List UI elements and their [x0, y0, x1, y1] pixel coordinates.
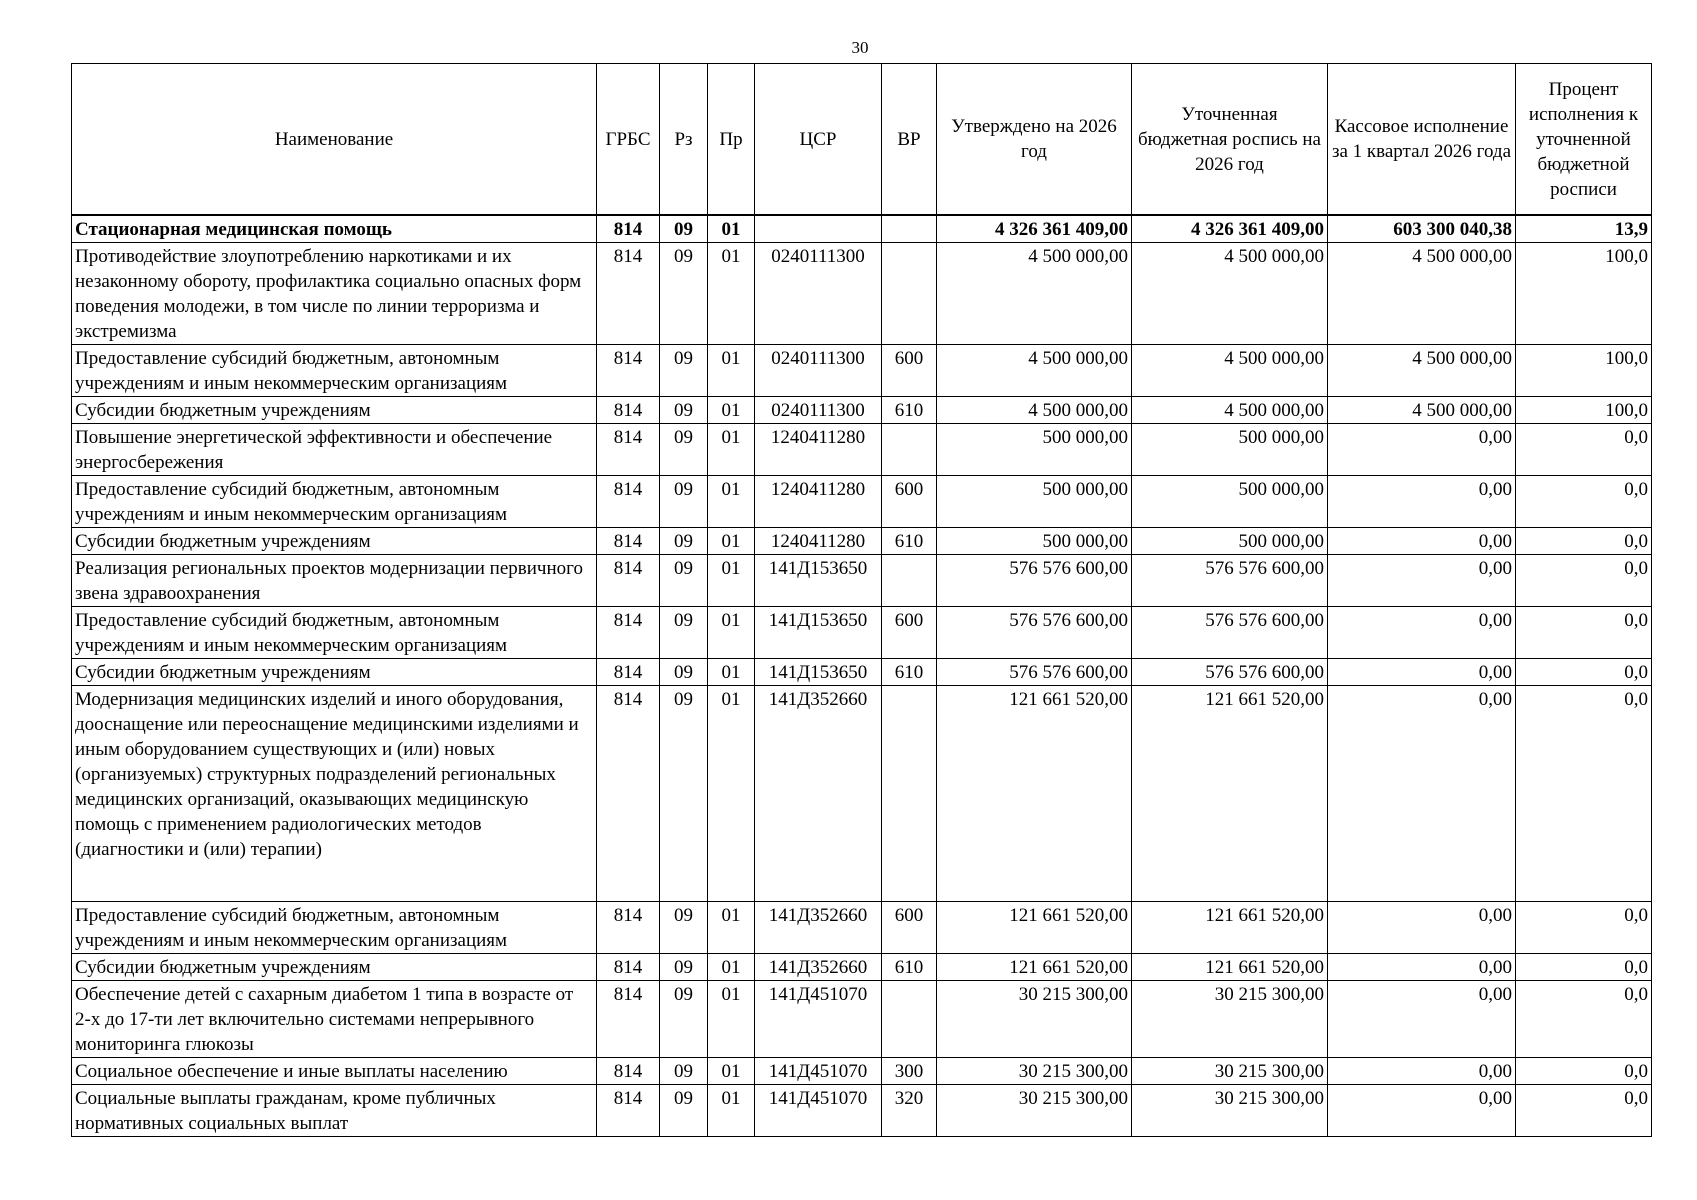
cell-approved: 576 576 600,00	[937, 607, 1132, 659]
table-row	[72, 686, 1652, 902]
cell-vr: 610	[882, 954, 937, 981]
cell-csr: 141Д352660	[755, 954, 882, 981]
table-row	[72, 243, 1652, 345]
cell-vr: 600	[882, 345, 937, 397]
cell-vr	[882, 424, 937, 476]
page-number: 30	[851, 38, 869, 57]
table-row	[72, 345, 1652, 397]
cell-vr: 600	[882, 902, 937, 954]
cell-rz: 09	[660, 424, 708, 476]
cell-rz: 09	[660, 476, 708, 528]
cell-percent: 0,0	[1516, 954, 1652, 981]
cell-rz: 09	[660, 1058, 708, 1085]
header-vr: ВР	[882, 64, 937, 216]
cell-approved: 30 215 300,00	[937, 1085, 1132, 1137]
cell-csr: 0240111300	[755, 243, 882, 345]
table-row	[72, 902, 1652, 954]
cell-rz: 09	[660, 215, 708, 243]
cell-refined: 500 000,00	[1132, 476, 1328, 528]
cell-rz: 09	[660, 902, 708, 954]
cell-cash: 0,00	[1328, 686, 1516, 902]
cell-refined: 121 661 520,00	[1132, 902, 1328, 954]
cell-csr: 1240411280	[755, 424, 882, 476]
cell-csr: 141Д451070	[755, 1085, 882, 1137]
cell-grbs: 814	[597, 981, 660, 1058]
cell-percent: 0,0	[1516, 902, 1652, 954]
cell-name: Социальное обеспечение и иные выплаты населению	[72, 1058, 597, 1085]
header-row	[72, 64, 1652, 216]
cell-percent: 100,0	[1516, 243, 1652, 345]
cell-refined: 4 326 361 409,00	[1132, 215, 1328, 243]
table-row	[72, 659, 1652, 686]
cell-pr: 01	[708, 424, 755, 476]
table-row	[72, 215, 1652, 243]
cell-vr: 320	[882, 1085, 937, 1137]
table-header	[72, 64, 1652, 216]
cell-refined: 30 215 300,00	[1132, 1085, 1328, 1137]
table-row	[72, 397, 1652, 424]
table-row	[72, 607, 1652, 659]
header-csr: ЦСР	[755, 64, 882, 216]
cell-cash: 0,00	[1328, 476, 1516, 528]
header-name: Наименование	[72, 64, 597, 216]
cell-percent: 0,0	[1516, 659, 1652, 686]
cell-percent: 100,0	[1516, 397, 1652, 424]
cell-rz: 09	[660, 659, 708, 686]
cell-refined: 121 661 520,00	[1132, 686, 1328, 902]
cell-cash: 603 300 040,38	[1328, 215, 1516, 243]
cell-pr: 01	[708, 1085, 755, 1137]
cell-csr: 141Д451070	[755, 981, 882, 1058]
cell-percent: 0,0	[1516, 981, 1652, 1058]
cell-grbs: 814	[597, 397, 660, 424]
cell-grbs: 814	[597, 215, 660, 243]
cell-csr: 1240411280	[755, 528, 882, 555]
cell-vr	[882, 981, 937, 1058]
cell-approved: 4 500 000,00	[937, 345, 1132, 397]
table-row	[72, 954, 1652, 981]
cell-percent: 0,0	[1516, 607, 1652, 659]
cell-cash: 0,00	[1328, 528, 1516, 555]
cell-vr: 610	[882, 528, 937, 555]
cell-pr: 01	[708, 954, 755, 981]
cell-name: Стационарная медицинская помощь	[72, 215, 597, 243]
cell-name: Предоставление субсидий бюджетным, автономным учреждениям и иным некоммерческим организациям	[72, 607, 597, 659]
cell-percent: 0,0	[1516, 1085, 1652, 1137]
cell-percent: 0,0	[1516, 528, 1652, 555]
header-pr: Пр	[708, 64, 755, 216]
cell-percent: 0,0	[1516, 424, 1652, 476]
cell-csr: 141Д153650	[755, 659, 882, 686]
cell-rz: 09	[660, 243, 708, 345]
cell-approved: 576 576 600,00	[937, 659, 1132, 686]
cell-vr: 300	[882, 1058, 937, 1085]
table-row	[72, 555, 1652, 607]
budget-table	[71, 63, 1652, 1137]
cell-name: Модернизация медицинских изделий и иного оборудования, дооснащение или переоснащение медицинскими изделиями и иным оборудованием существующих и (или) новых (организуемых) структурных подразделений региональных медицинских организаций, оказывающих медицинскую помощь с применением радиологических методов (диагностики и (или) терапии)	[72, 686, 597, 902]
cell-refined: 30 215 300,00	[1132, 1058, 1328, 1085]
header-approved: Утверждено на 2026 год	[937, 64, 1132, 216]
cell-grbs: 814	[597, 555, 660, 607]
cell-percent: 13,9	[1516, 215, 1652, 243]
cell-pr: 01	[708, 607, 755, 659]
cell-name: Противодействие злоупотреблению наркотиками и их незаконному обороту, профилактика социально опасных форм поведения молодежи, в том числе по линии терроризма и экстремизма	[72, 243, 597, 345]
cell-grbs: 814	[597, 476, 660, 528]
cell-grbs: 814	[597, 607, 660, 659]
cell-percent: 0,0	[1516, 686, 1652, 902]
cell-grbs: 814	[597, 1085, 660, 1137]
cell-refined: 576 576 600,00	[1132, 659, 1328, 686]
cell-rz: 09	[660, 1085, 708, 1137]
cell-cash: 0,00	[1328, 981, 1516, 1058]
cell-approved: 30 215 300,00	[937, 1058, 1132, 1085]
cell-cash: 0,00	[1328, 607, 1516, 659]
cell-grbs: 814	[597, 686, 660, 902]
cell-grbs: 814	[597, 345, 660, 397]
cell-approved: 500 000,00	[937, 528, 1132, 555]
cell-approved: 500 000,00	[937, 476, 1132, 528]
cell-csr: 1240411280	[755, 476, 882, 528]
cell-approved: 4 326 361 409,00	[937, 215, 1132, 243]
cell-refined: 30 215 300,00	[1132, 981, 1328, 1058]
cell-name: Предоставление субсидий бюджетным, автономным учреждениям и иным некоммерческим организациям	[72, 476, 597, 528]
cell-csr	[755, 215, 882, 243]
cell-csr: 141Д451070	[755, 1058, 882, 1085]
cell-percent: 0,0	[1516, 476, 1652, 528]
cell-name: Субсидии бюджетным учреждениям	[72, 397, 597, 424]
cell-rz: 09	[660, 528, 708, 555]
cell-rz: 09	[660, 954, 708, 981]
cell-name: Социальные выплаты гражданам, кроме публичных нормативных социальных выплат	[72, 1085, 597, 1137]
cell-grbs: 814	[597, 659, 660, 686]
cell-cash: 0,00	[1328, 954, 1516, 981]
cell-pr: 01	[708, 345, 755, 397]
cell-pr: 01	[708, 1058, 755, 1085]
cell-vr	[882, 215, 937, 243]
cell-refined: 4 500 000,00	[1132, 243, 1328, 345]
cell-name: Реализация региональных проектов модернизации первичного звена здравоохранения	[72, 555, 597, 607]
table-row	[72, 981, 1652, 1058]
cell-name: Субсидии бюджетным учреждениям	[72, 659, 597, 686]
cell-name: Предоставление субсидий бюджетным, автономным учреждениям и иным некоммерческим организациям	[72, 902, 597, 954]
cell-vr	[882, 555, 937, 607]
cell-approved: 4 500 000,00	[937, 397, 1132, 424]
cell-cash: 0,00	[1328, 1058, 1516, 1085]
cell-approved: 576 576 600,00	[937, 555, 1132, 607]
cell-cash: 0,00	[1328, 555, 1516, 607]
cell-refined: 500 000,00	[1132, 424, 1328, 476]
cell-pr: 01	[708, 528, 755, 555]
cell-csr: 141Д153650	[755, 607, 882, 659]
table-row	[72, 528, 1652, 555]
cell-percent: 100,0	[1516, 345, 1652, 397]
cell-vr: 610	[882, 397, 937, 424]
cell-vr	[882, 243, 937, 345]
cell-vr: 600	[882, 476, 937, 528]
cell-pr: 01	[708, 397, 755, 424]
cell-pr: 01	[708, 555, 755, 607]
cell-refined: 576 576 600,00	[1132, 607, 1328, 659]
cell-refined: 121 661 520,00	[1132, 954, 1328, 981]
header-grbs: ГРБС	[597, 64, 660, 216]
table-row	[72, 424, 1652, 476]
cell-cash: 0,00	[1328, 902, 1516, 954]
cell-pr: 01	[708, 659, 755, 686]
cell-name: Повышение энергетической эффективности и обеспечение энергосбережения	[72, 424, 597, 476]
cell-csr: 141Д153650	[755, 555, 882, 607]
cell-grbs: 814	[597, 424, 660, 476]
cell-refined: 500 000,00	[1132, 528, 1328, 555]
cell-vr: 610	[882, 659, 937, 686]
cell-rz: 09	[660, 397, 708, 424]
table-row	[72, 1085, 1652, 1137]
cell-refined: 4 500 000,00	[1132, 397, 1328, 424]
cell-name: Предоставление субсидий бюджетным, автономным учреждениям и иным некоммерческим организациям	[72, 345, 597, 397]
cell-name: Субсидии бюджетным учреждениям	[72, 954, 597, 981]
cell-cash: 4 500 000,00	[1328, 243, 1516, 345]
cell-approved: 500 000,00	[937, 424, 1132, 476]
cell-pr: 01	[708, 981, 755, 1058]
cell-grbs: 814	[597, 1058, 660, 1085]
cell-name: Обеспечение детей с сахарным диабетом 1 типа в возрасте от 2-х до 17-ти лет включительно системами непрерывного мониторинга глюкозы	[72, 981, 597, 1058]
cell-cash: 0,00	[1328, 1085, 1516, 1137]
cell-grbs: 814	[597, 243, 660, 345]
cell-refined: 576 576 600,00	[1132, 555, 1328, 607]
cell-pr: 01	[708, 686, 755, 902]
cell-grbs: 814	[597, 528, 660, 555]
cell-rz: 09	[660, 981, 708, 1058]
cell-approved: 121 661 520,00	[937, 686, 1132, 902]
table-row	[72, 1058, 1652, 1085]
cell-pr: 01	[708, 902, 755, 954]
cell-approved: 121 661 520,00	[937, 954, 1132, 981]
cell-csr: 141Д352660	[755, 686, 882, 902]
cell-rz: 09	[660, 607, 708, 659]
header-refined: Уточненная бюджетная роспись на 2026 год	[1132, 64, 1328, 216]
cell-grbs: 814	[597, 902, 660, 954]
header-percent: Процент исполнения к уточненной бюджетной росписи	[1516, 64, 1652, 216]
header-rz: Рз	[660, 64, 708, 216]
cell-rz: 09	[660, 686, 708, 902]
cell-approved: 4 500 000,00	[937, 243, 1132, 345]
cell-cash: 0,00	[1328, 424, 1516, 476]
cell-percent: 0,0	[1516, 555, 1652, 607]
cell-approved: 121 661 520,00	[937, 902, 1132, 954]
cell-csr: 141Д352660	[755, 902, 882, 954]
cell-pr: 01	[708, 243, 755, 345]
cell-percent: 0,0	[1516, 1058, 1652, 1085]
cell-rz: 09	[660, 555, 708, 607]
cell-rz: 09	[660, 345, 708, 397]
cell-name: Субсидии бюджетным учреждениям	[72, 528, 597, 555]
cell-pr: 01	[708, 476, 755, 528]
cell-refined: 4 500 000,00	[1132, 345, 1328, 397]
cell-vr	[882, 686, 937, 902]
header-cash: Кассовое исполнение за 1 квартал 2026 года	[1328, 64, 1516, 216]
table-row	[72, 476, 1652, 528]
cell-csr: 0240111300	[755, 397, 882, 424]
cell-vr: 600	[882, 607, 937, 659]
cell-cash: 0,00	[1328, 659, 1516, 686]
table-body	[72, 215, 1652, 1137]
cell-cash: 4 500 000,00	[1328, 397, 1516, 424]
cell-grbs: 814	[597, 954, 660, 981]
cell-approved: 30 215 300,00	[937, 981, 1132, 1058]
cell-pr: 01	[708, 215, 755, 243]
cell-csr: 0240111300	[755, 345, 882, 397]
cell-cash: 4 500 000,00	[1328, 345, 1516, 397]
